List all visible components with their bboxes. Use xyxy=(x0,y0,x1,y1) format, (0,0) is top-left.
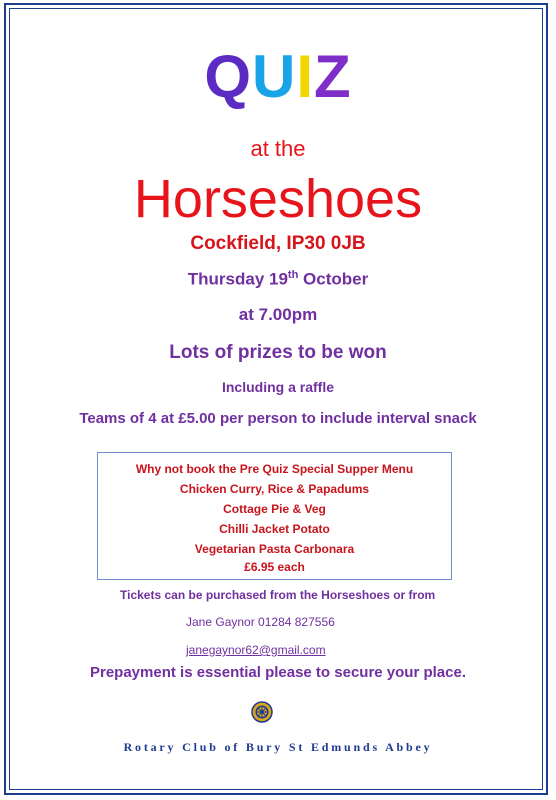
supper-menu-box xyxy=(97,452,452,580)
prizes-text: Lots of prizes to be won xyxy=(169,342,387,363)
tickets-text: Tickets can be purchased from the Horseshoes or from xyxy=(120,588,436,602)
quiz-letter-q: Q xyxy=(204,43,252,110)
email-link[interactable]: janegaynor62@gmail.com xyxy=(186,643,326,657)
venue-heading: Horseshoes xyxy=(133,169,423,229)
menu-heading: Why not book the Pre Quiz Special Supper Menu xyxy=(135,462,414,476)
club-name: Rotary Club of Bury St Edmunds Abbey xyxy=(123,740,433,754)
quiz-letter-u: U xyxy=(252,43,297,110)
teams-text: Teams of 4 at £5.00 per person to include interval snack xyxy=(79,410,477,427)
quiz-title xyxy=(0,42,556,112)
date-suffix: th xyxy=(287,269,299,281)
location-text: Cockfield, IP30 0JB xyxy=(190,233,366,254)
rotary-wheel-icon xyxy=(251,701,273,723)
menu-item: Vegetarian Pasta Carbonara xyxy=(194,542,355,556)
prepayment-text: Prepayment is essential please to secure your place. xyxy=(89,664,466,681)
event-time: at 7.00pm xyxy=(238,305,318,324)
event-date xyxy=(0,264,556,291)
date-rest: October xyxy=(298,269,369,289)
menu-item: Cottage Pie & Veg xyxy=(223,502,326,516)
menu-item: Chicken Curry, Rice & Papadums xyxy=(179,482,370,496)
quiz-letter-z: Z xyxy=(314,43,352,110)
contact-name-phone: Jane Gaynor 01284 827556 xyxy=(186,615,335,629)
menu-item: Chilli Jacket Potato xyxy=(219,522,330,536)
at-the-text: at the xyxy=(250,136,306,161)
date-prefix: Thursday 19 xyxy=(187,269,288,289)
raffle-text: Including a raffle xyxy=(221,379,334,395)
menu-price: £6.95 each xyxy=(244,560,305,574)
quiz-letter-i: I xyxy=(296,43,315,110)
